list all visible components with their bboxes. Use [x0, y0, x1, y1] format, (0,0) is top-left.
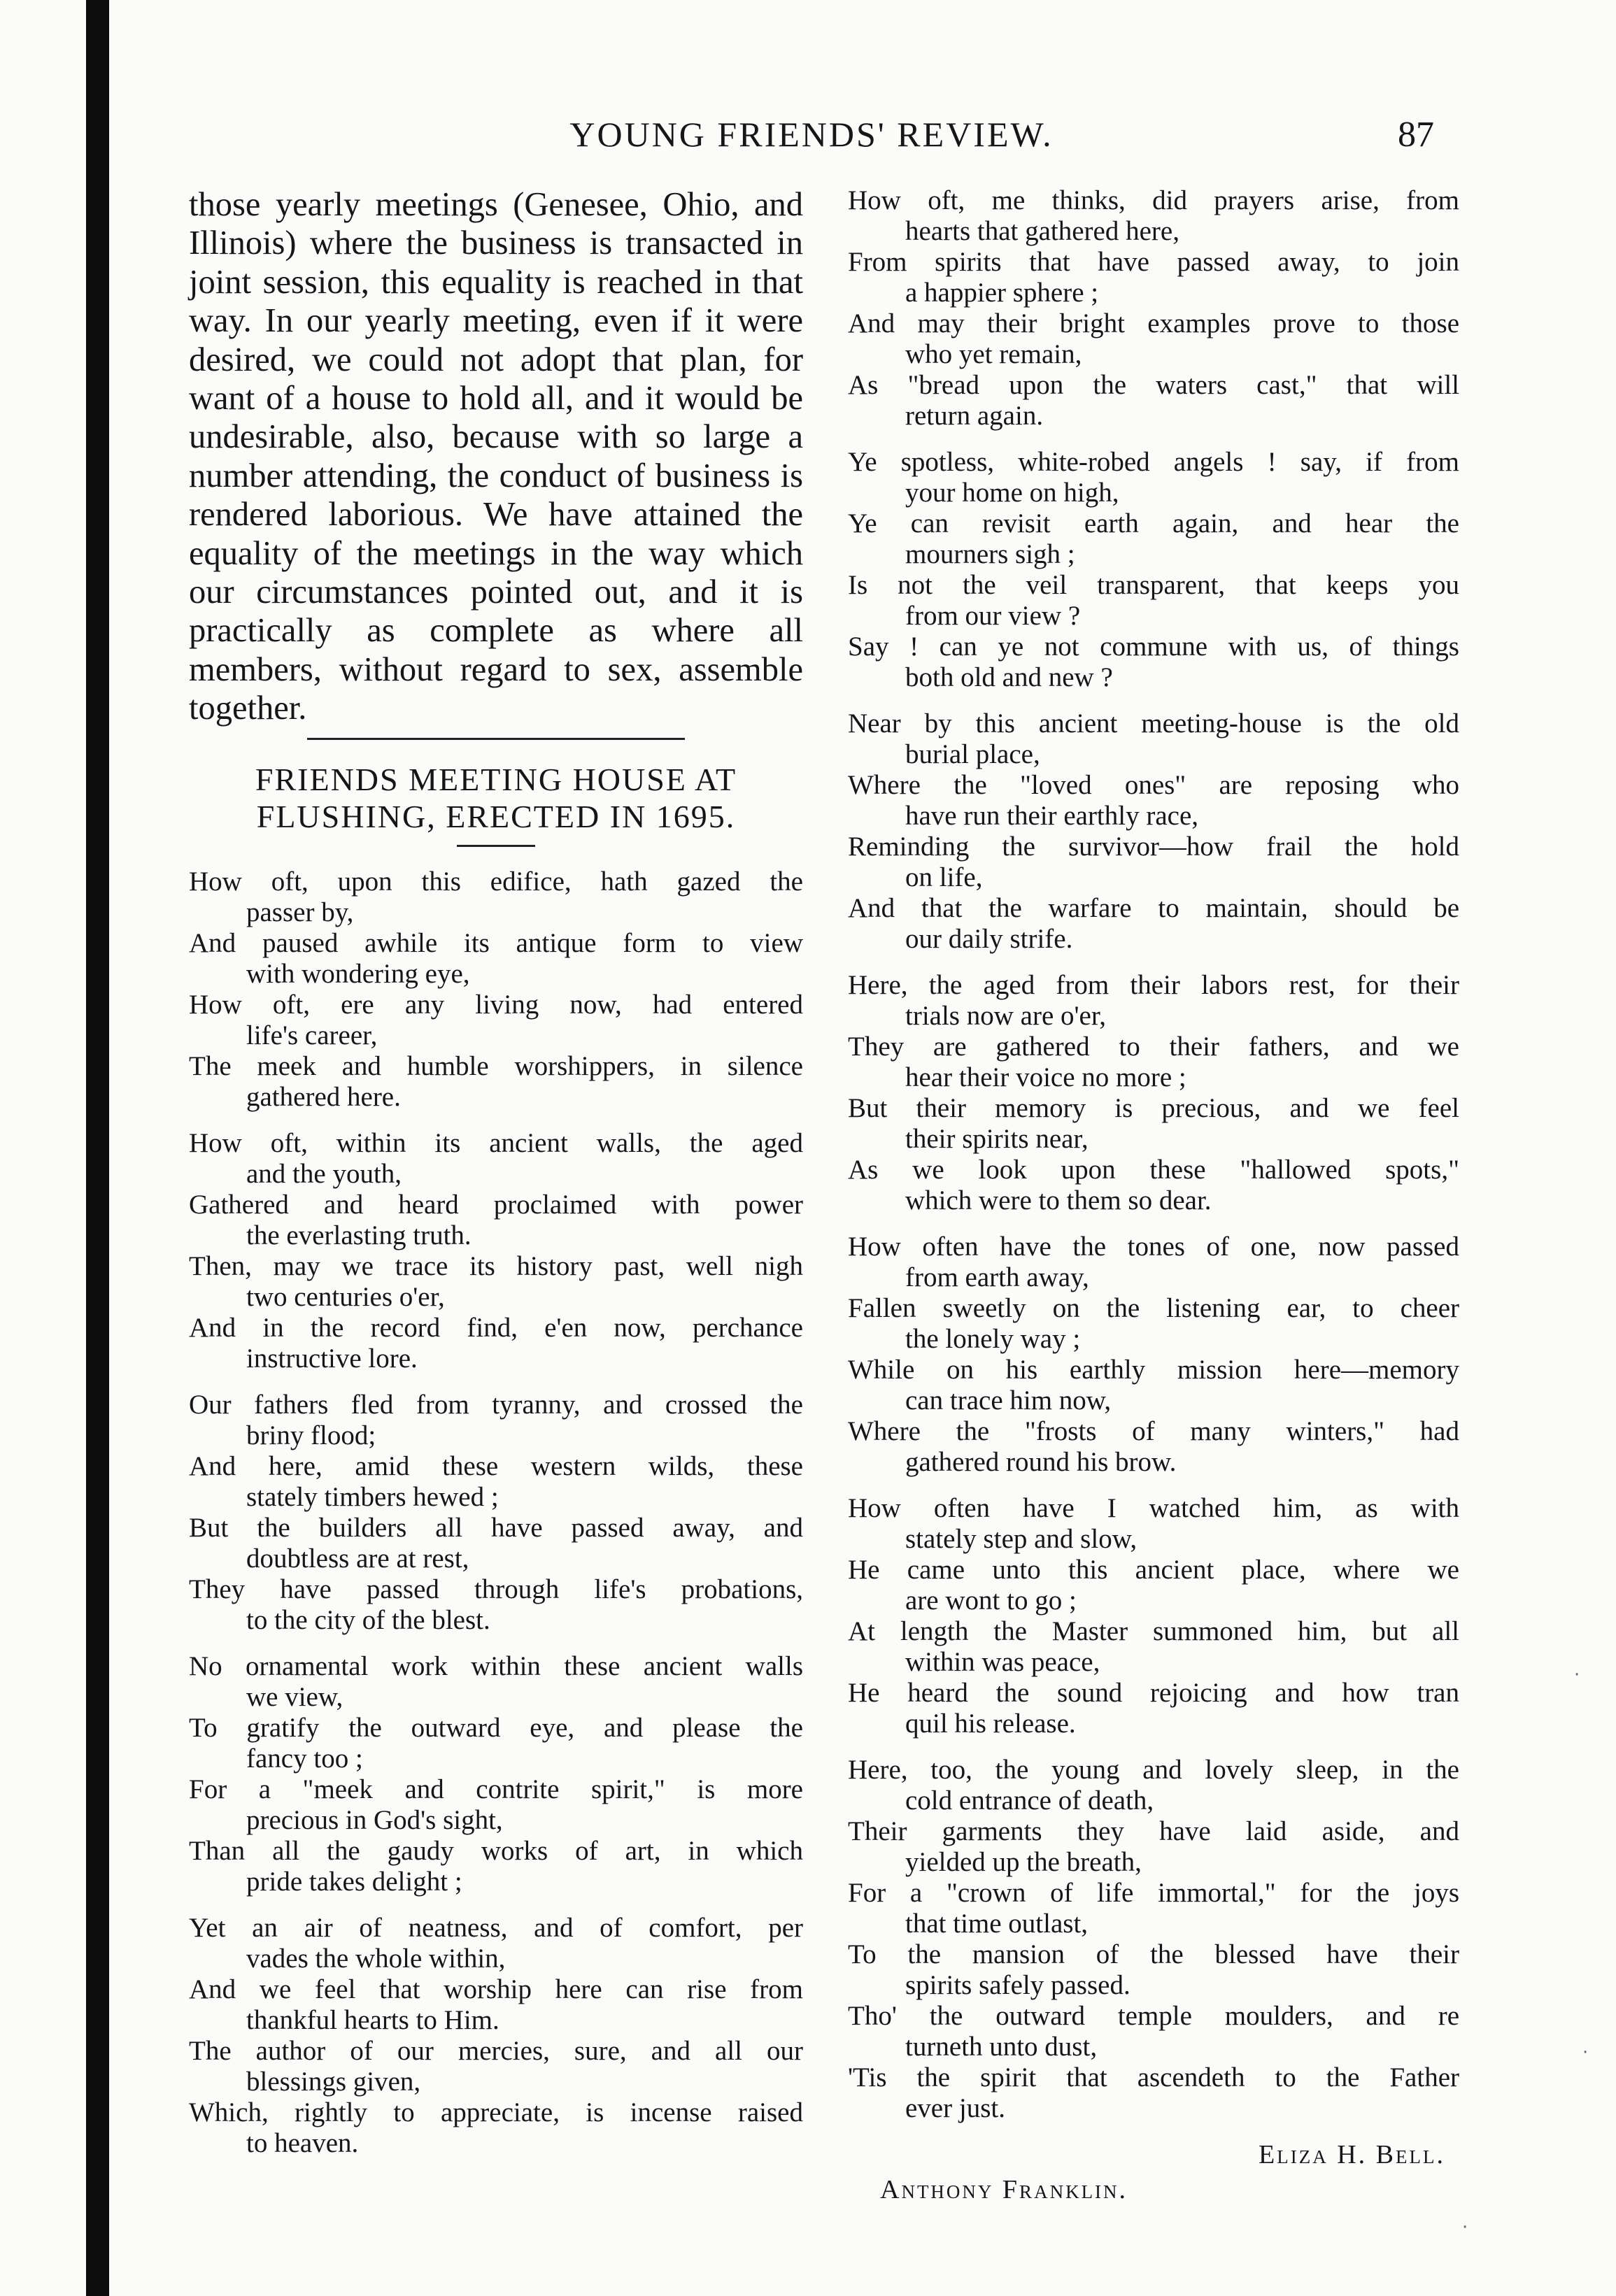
poem-line-text: How oft, upon this edifice, hath gazed the [189, 866, 803, 897]
poem-line [848, 1093, 1459, 1155]
poem-line-continuation: instructive lore. [246, 1343, 418, 1374]
poem-line [848, 1939, 1459, 2001]
poem-line [848, 832, 1459, 893]
poem-line [189, 1974, 803, 2036]
poem-stanza [189, 1651, 803, 1897]
poem-line-text: To the mansion of the blessed have their [848, 1939, 1459, 1969]
poem-line-continuation: we view, [246, 1681, 343, 1712]
poem-line-text: The meek and humble worshippers, in silence [189, 1050, 803, 1081]
poem-line [189, 1251, 803, 1313]
poem-line-text: They are gathered to their fathers, and we [848, 1032, 1459, 1062]
poem-line [848, 2062, 1459, 2124]
poem-line [189, 1513, 803, 1574]
poem-line-continuation: stately timbers hewed ; [246, 1481, 499, 1512]
poem-line-continuation: gathered here. [246, 1081, 401, 1112]
right-column [848, 185, 1459, 2205]
poem-stanza [848, 1232, 1459, 1478]
poem-line-text: Our fathers fled from tyranny, and crossed the [189, 1389, 803, 1420]
poem-line-text: As we look upon these "hallowed spots," [848, 1155, 1459, 1185]
journal-title: YOUNG FRIENDS' REVIEW. [569, 115, 1054, 154]
poem-line [848, 1878, 1459, 1939]
poem-line-text: The author of our mercies, sure, and all our [189, 2035, 803, 2066]
poem-line-continuation: stately step and slow, [905, 1524, 1137, 1554]
poem-line-continuation: hearts that gathered here, [905, 216, 1179, 246]
poem-line [848, 632, 1459, 693]
article-title-line-2: FLUSHING, ERECTED IN 1695. [256, 798, 736, 834]
poem-line-text: Say ! can ye not commune with us, of things [848, 632, 1459, 662]
poem-line-continuation: who yet remain, [905, 339, 1082, 369]
poem-line-continuation: with wondering eye, [246, 958, 470, 989]
poem-line [189, 1051, 803, 1113]
poem-line [848, 1155, 1459, 1216]
poem-line-continuation: turneth unto dust, [905, 2032, 1098, 2062]
poem-line [189, 2036, 803, 2097]
poem-line [189, 1651, 803, 1713]
poem-stanza [848, 1493, 1459, 1739]
poem-line-continuation: thankful hearts to Him. [246, 2004, 499, 2035]
poem-line-text: Their garments they have laid aside, and [848, 1816, 1459, 1846]
poem-line [848, 2001, 1459, 2062]
title-divider [457, 845, 535, 847]
poem-line [189, 867, 803, 928]
poem-line-text: He came unto this ancient place, where we [848, 1555, 1459, 1585]
poem-line-text: And in the record find, e'en now, perchance [189, 1312, 803, 1343]
poem-line-continuation: which were to them so dear. [905, 1185, 1212, 1215]
poem-line [848, 247, 1459, 308]
poem-line [189, 2097, 803, 2159]
poem-line-continuation: yielded up the breath, [905, 1847, 1142, 1877]
poem-line-text: How oft, ere any living now, had entered [189, 989, 803, 1020]
poem-line [848, 1293, 1459, 1355]
poem-line-continuation: precious in God's sight, [246, 1804, 503, 1835]
poem-line [848, 970, 1459, 1032]
poem-line [848, 370, 1459, 432]
poem-line-continuation: burial place, [905, 739, 1040, 769]
poem-line-text: And that the warfare to maintain, should be [848, 893, 1459, 923]
poem-line-text: Tho' the outward temple moulders, and re [848, 2001, 1459, 2031]
poem-line-text: Fallen sweetly on the listening ear, to cheer [848, 1293, 1459, 1323]
poem-line-continuation: quil his release. [905, 1709, 1076, 1739]
poem-line [848, 508, 1459, 570]
poem-line-continuation: within was peace, [905, 1647, 1100, 1677]
poem-line-text: While on his earthly mission here—memory [848, 1355, 1459, 1385]
poem-line-continuation: the lonely way ; [905, 1324, 1081, 1354]
poem-line-text: As "bread upon the waters cast," that will [848, 370, 1459, 400]
poem-line-text: How often have the tones of one, now passed [848, 1232, 1459, 1262]
poem-author: Eliza H. Bell. [1259, 2140, 1445, 2169]
poem-line [189, 1390, 803, 1451]
poem-line-continuation: cold entrance of death, [905, 1785, 1154, 1816]
poem-line-text: But the builders all have passed away, and [189, 1512, 803, 1543]
scan-speck: · [1574, 1664, 1580, 1685]
poem-line-text: And may their bright examples prove to those [848, 308, 1459, 338]
poem-line-continuation: hear their voice no more ; [905, 1062, 1186, 1092]
poem-line [848, 708, 1459, 770]
poem-line-continuation: both old and new ? [905, 662, 1113, 692]
poem-line [848, 1493, 1459, 1555]
poem-line-continuation: from our view ? [905, 601, 1081, 631]
poem-line-text: Where the "frosts of many winters," had [848, 1416, 1459, 1446]
poem-line-continuation: two centuries o'er, [246, 1281, 445, 1312]
poem-line [848, 1755, 1459, 1816]
poem-line-text: For a "crown of life immortal," for the joys [848, 1878, 1459, 1908]
poem-line-continuation: the everlasting truth. [246, 1220, 472, 1250]
poem-line [189, 990, 803, 1051]
poem-line-continuation: from earth away, [905, 1262, 1089, 1292]
poem-stanza [189, 1913, 803, 2159]
poem-line-continuation: to the city of the blest. [246, 1604, 490, 1635]
poem-line-text: Where the "loved ones" are reposing who [848, 770, 1459, 800]
poem-line-text: How oft, me thinks, did prayers arise, from [848, 185, 1459, 215]
poem-line [189, 1451, 803, 1513]
running-header [189, 114, 1434, 170]
contributor-name: Anthony Franklin. [880, 2175, 1128, 2204]
poem-stanza [189, 867, 803, 1113]
poem-line [848, 570, 1459, 632]
poem-line-continuation: gathered round his brow. [905, 1447, 1177, 1477]
poem-stanza [848, 447, 1459, 693]
poem-line [848, 185, 1459, 247]
poem-line [189, 1313, 803, 1374]
poem-line-text: And here, amid these western wilds, these [189, 1450, 803, 1481]
poem-stanza [848, 708, 1459, 955]
poem-line-continuation: on life, [905, 862, 983, 892]
poem-line-continuation: passer by, [246, 897, 354, 927]
article-title-line-1: FRIENDS MEETING HOUSE AT [255, 761, 737, 797]
poem-line-text: From spirits that have passed away, to join [848, 247, 1459, 277]
poem-line-continuation: are wont to go ; [905, 1585, 1077, 1616]
poem-line-text: Then, may we trace its history past, well nigh [189, 1250, 803, 1281]
poem-line-continuation: and the youth, [246, 1158, 402, 1189]
poem-line-continuation: can trace him now, [905, 1385, 1112, 1416]
poem-line-continuation: our daily strife. [905, 924, 1073, 954]
poem-line-text: Ye can revisit earth again, and hear the [848, 508, 1459, 539]
poem-line [848, 1816, 1459, 1878]
poem-line-text: Than all the gaudy works of art, in which [189, 1835, 803, 1866]
left-column [189, 185, 803, 2174]
poem-line-text: Yet an air of neatness, and of comfort, per [189, 1912, 803, 1943]
poem-line-text: Which, rightly to appreciate, is incense raised [189, 2097, 803, 2127]
poem-line-text: No ornamental work within these ancient walls [189, 1650, 803, 1681]
scan-speck: · [1582, 2042, 1589, 2063]
poem-line-continuation: fancy too ; [246, 1743, 363, 1774]
poem-line-continuation: vades the whole within, [246, 1943, 506, 1974]
article-title [189, 761, 803, 835]
poem-line [189, 928, 803, 990]
page-number: 87 [1398, 115, 1434, 155]
poem-line-text: Near by this ancient meeting-house is the old [848, 708, 1459, 739]
poem-line [189, 1913, 803, 1974]
poem-line-text: And we feel that worship here can rise from [189, 1974, 803, 2004]
poem-line-text: They have passed through life's probations, [189, 1574, 803, 1604]
poem-line-text: Is not the veil transparent, that keeps you [848, 570, 1459, 600]
poem-part-2 [848, 185, 1459, 2124]
poem-line-text: And paused awhile its antique form to view [189, 927, 803, 958]
poem-line [189, 1836, 803, 1897]
poem-line-continuation: trials now are o'er, [905, 1001, 1107, 1031]
poem-line-continuation: life's career, [246, 1020, 378, 1050]
poem-line-text: Ye spotless, white-robed angels ! say, if from [848, 447, 1459, 477]
poem-stanza [848, 970, 1459, 1216]
poem-line-continuation: return again. [905, 401, 1044, 431]
poem-line-continuation: spirits safely passed. [905, 1970, 1131, 2000]
poem-line-continuation: your home on high, [905, 478, 1119, 508]
poem-line [848, 1678, 1459, 1739]
poem-line-continuation: to heaven. [246, 2127, 359, 2158]
poem-stanza [189, 1128, 803, 1374]
poem-line-text: For a "meek and contrite spirit," is more [189, 1774, 803, 1804]
poem-line-text: He heard the sound rejoicing and how tran [848, 1678, 1459, 1708]
poem-line [848, 1355, 1459, 1416]
poem-line [848, 770, 1459, 832]
poem-line [848, 308, 1459, 370]
poem-line-text: Here, too, the young and lovely sleep, in the [848, 1755, 1459, 1785]
poem-line [848, 447, 1459, 508]
poem-line-text: How often have I watched him, as with [848, 1493, 1459, 1523]
poem-line-text: Gathered and heard proclaimed with power [189, 1189, 803, 1220]
poem-line-continuation: ever just. [905, 2093, 1005, 2123]
poem-line-text: 'Tis the spirit that ascendeth to the Father [848, 2062, 1459, 2092]
poem-line-continuation: have run their earthly race, [905, 801, 1199, 831]
poem-stanza [189, 1390, 803, 1636]
poem-line-continuation: pride takes delight ; [246, 1866, 462, 1897]
poem-line [848, 1232, 1459, 1293]
poem-line-continuation: blessings given, [246, 2066, 421, 2097]
section-divider [307, 738, 685, 740]
poem-line-continuation: a happier sphere ; [905, 278, 1099, 308]
poem-line [848, 1555, 1459, 1616]
poem-part-1 [189, 867, 803, 2159]
scan-speck: · [1462, 2217, 1468, 2238]
poem-line-text: At length the Master summoned him, but all [848, 1616, 1459, 1646]
poem-stanza [848, 1755, 1459, 2124]
article-continuation-paragraph: those yearly meetings (Genesee, Ohio, and Illinois) where the business is transacted in joint session, this equality is reached in that way. In our yearly meeting, even if it were desired, we could not adopt that plan, for want of a house to hold all, and it would be undesirable, also, because with so large a number attending, the conduct of business is rendered laborious. We have attained the equality of the meetings in the way which our circumstances pointed out, and it is practically as complete as where all members, without regard to sex, assemble together. [189, 186, 803, 727]
poem-line [848, 1616, 1459, 1678]
page-binding-shadow [86, 0, 109, 2296]
poem-line [189, 1190, 803, 1251]
poem-line-text: To gratify the outward eye, and please the [189, 1712, 803, 1743]
poem-line [189, 1128, 803, 1190]
poem-line-continuation: that time outlast, [905, 1909, 1089, 1939]
poem-line [848, 1032, 1459, 1093]
poem-line [848, 893, 1459, 955]
poem-line-text: But their memory is precious, and we feel [848, 1093, 1459, 1123]
poem-line-text: Here, the aged from their labors rest, for their [848, 970, 1459, 1000]
poem-line-text: How oft, within its ancient walls, the aged [189, 1127, 803, 1158]
poem-line [189, 1574, 803, 1636]
poem-line-continuation: doubtless are at rest, [246, 1543, 469, 1574]
poem-line [848, 1416, 1459, 1478]
poem-line-continuation: mourners sigh ; [905, 539, 1075, 569]
poem-stanza [848, 185, 1459, 432]
poem-line-continuation: their spirits near, [905, 1124, 1089, 1154]
poem-line-continuation: briny flood; [246, 1420, 376, 1450]
poem-line [189, 1774, 803, 1836]
poem-line-text: Reminding the survivor—how frail the hold [848, 832, 1459, 862]
poem-line [189, 1713, 803, 1774]
